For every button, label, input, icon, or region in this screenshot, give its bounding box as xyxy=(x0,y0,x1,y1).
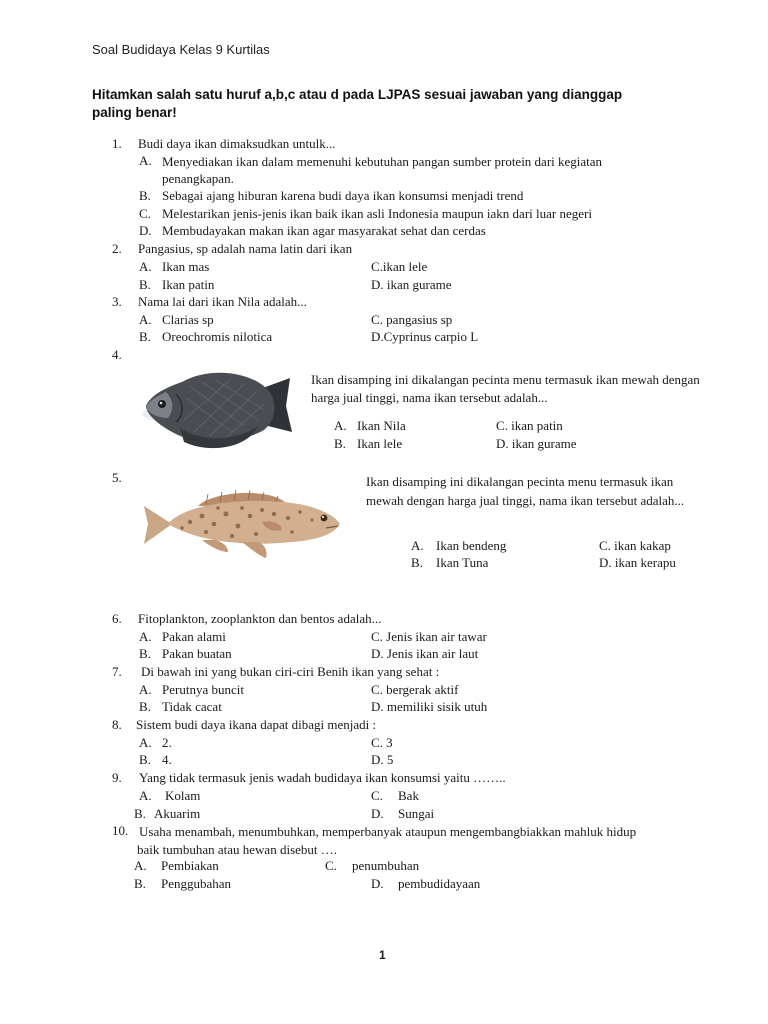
question-text: Yang tidak termasuk jenis wadah budidaya ikan konsumsi yaitu …….. xyxy=(139,770,506,785)
option-text: Pakan alami xyxy=(162,629,226,644)
option-letter: B. xyxy=(334,436,346,451)
option-text: Membudayakan makan ikan agar masyarakat sehat dan cerdas xyxy=(162,223,486,238)
question-text: Budi daya ikan dimaksudkan untulk... xyxy=(138,136,336,151)
question-number: 6. xyxy=(112,611,122,626)
option-letter: A. xyxy=(139,259,152,274)
option-letter: D. xyxy=(139,223,152,238)
option-text: Tidak cacat xyxy=(162,699,222,714)
option-text: Akuarim xyxy=(154,806,201,821)
option-text: Menyediakan ikan dalam memenuhi kebutuhan pangan sumber protein dari kegiatan penangkapan. xyxy=(162,154,603,186)
option-letter: C. xyxy=(325,858,337,873)
option-text: D. ikan gurame xyxy=(371,277,452,292)
question-text: Ikan disamping ini dikalangan pecinta menu termasuk ikan mewah dengan harga jual tinggi, nama ikan tersebut adalah... xyxy=(311,372,700,405)
question-number: 4. xyxy=(112,347,122,362)
option-text: C. ikan patin xyxy=(496,418,563,433)
option-text: D. ikan kerapu xyxy=(599,555,676,570)
option-text: C. Jenis ikan air tawar xyxy=(371,629,487,644)
page-number: 1 xyxy=(379,948,386,962)
option-text: Kolam xyxy=(165,788,201,803)
option-text: Ikan Nila xyxy=(357,418,406,433)
option-letter: A. xyxy=(139,629,152,644)
option-text: Pembiakan xyxy=(161,858,219,873)
option-text: Ikan Tuna xyxy=(436,555,489,570)
option-text: D. Jenis ikan air laut xyxy=(371,646,479,661)
option-text: Ikan lele xyxy=(357,436,403,451)
question-text: Fitoplankton, zooplankton dan bentos adalah... xyxy=(138,611,382,626)
option-text: D.Cyprinus carpio L xyxy=(371,329,479,344)
option-letter: B. xyxy=(139,329,151,344)
option-letter: A. xyxy=(139,312,152,327)
option-text: D. memiliki sisik utuh xyxy=(371,699,488,714)
option-text: Penggubahan xyxy=(161,876,232,891)
question-number: 1. xyxy=(112,136,122,151)
document-header: Soal Budidaya Kelas 9 Kurtilas xyxy=(92,42,270,57)
gourami-fish-image xyxy=(140,362,298,456)
option-text: C.ikan lele xyxy=(371,259,428,274)
option-letter: B. xyxy=(139,277,151,292)
option-text: Clarias sp xyxy=(162,312,214,327)
option-text: 2. xyxy=(162,735,172,750)
option-text: C. bergerak aktif xyxy=(371,682,459,697)
option-text: D. 5 xyxy=(371,752,394,767)
option-text: C. ikan kakap xyxy=(599,538,671,553)
option-letter: B. xyxy=(411,555,423,570)
question-text: Pangasius, sp adalah nama latin dari ikan xyxy=(138,241,353,256)
option-text: Ikan mas xyxy=(162,259,210,274)
question-number: 7. xyxy=(112,664,122,679)
question-number: 9. xyxy=(112,770,122,785)
option-letter: B. xyxy=(139,188,151,203)
option-text: Perutnya buncit xyxy=(162,682,244,697)
option-text: Ikan bendeng xyxy=(436,538,507,553)
option-letter: D. xyxy=(371,876,384,891)
grouper-fish-image xyxy=(142,484,346,564)
instruction-text: Hitamkan salah satu huruf a,b,c atau d pada LJPAS sesuai jawaban yang dianggap paling benar! xyxy=(92,87,623,120)
question-text: Sistem budi daya ikana dapat dibagi menjadi : xyxy=(136,717,377,732)
question-number: 10. xyxy=(112,823,129,838)
option-text: 4. xyxy=(162,752,172,767)
option-text: C. pangasius sp xyxy=(371,312,453,327)
question-number: 8. xyxy=(112,717,122,732)
question-text: Ikan disamping ini dikalangan pecinta menu termasuk ikan mewah dengan harga jual tinggi, nama ikan tersebut adalah... xyxy=(366,474,685,508)
question-number: 5. xyxy=(112,470,122,485)
question-text: Nama lai dari ikan Nila adalah... xyxy=(138,294,307,309)
option-letter: A. xyxy=(334,418,347,433)
option-text: Sebagai ajang hiburan karena budi daya ikan konsumsi menjadi trend xyxy=(162,188,524,203)
option-letter: A. xyxy=(134,858,147,873)
question-text: Di bawah ini yang bukan ciri-ciri Benih ikan yang sehat : xyxy=(141,664,440,679)
option-text: D. ikan gurame xyxy=(496,436,577,451)
question-text: Usaha menambah, menumbuhkan, memperbanyak ataupun mengembangbiakkan mahluk hidup baik tumbuhan atau hewan disebut …. xyxy=(137,824,637,857)
question-number: 3. xyxy=(112,294,122,309)
option-letter: B. xyxy=(134,876,146,891)
option-letter: A. xyxy=(139,682,152,697)
option-letter: C. xyxy=(139,206,151,221)
option-letter: B. xyxy=(139,646,151,661)
option-letter: A. xyxy=(411,538,424,553)
option-letter: A. xyxy=(139,153,152,168)
option-text: Bak xyxy=(398,788,419,803)
option-text: Ikan patin xyxy=(162,277,215,292)
option-text: C. 3 xyxy=(371,735,393,750)
option-text: Sungai xyxy=(398,806,435,821)
question-number: 2. xyxy=(112,241,122,256)
option-text: penumbuhan xyxy=(352,858,420,873)
option-letter: B. xyxy=(139,699,151,714)
option-letter: A. xyxy=(139,735,152,750)
option-letter: B. xyxy=(134,806,146,821)
option-letter: A. xyxy=(139,788,152,803)
option-letter: C. xyxy=(371,788,383,803)
option-text: pembudidayaan xyxy=(398,876,481,891)
option-text: Oreochromis nilotica xyxy=(162,329,273,344)
option-text: Pakan buatan xyxy=(162,646,232,661)
option-text: Melestarikan jenis-jenis ikan baik ikan asli Indonesia maupun iakn dari luar negeri xyxy=(162,206,592,221)
option-letter: B. xyxy=(139,752,151,767)
option-letter: D. xyxy=(371,806,384,821)
